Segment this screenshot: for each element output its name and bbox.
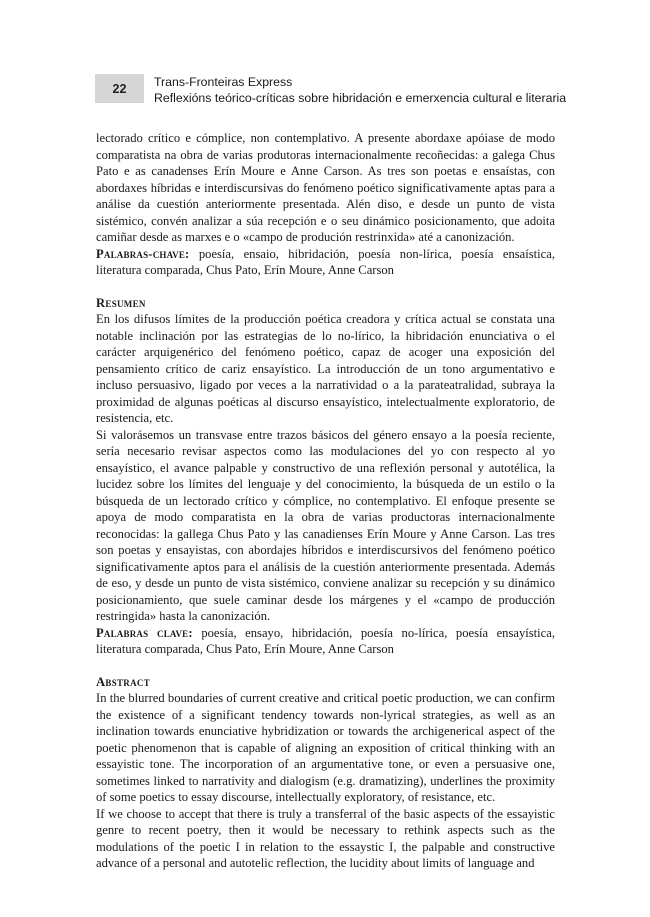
resumen-paragraph-2: Si valorásemos un transvase entre trazos básicos del género ensayo a la poesía reciente, sería necesario revisar aspectos como las modulaciones del yo con respecto al yo ensayístico, el avance palpable y constructivo de una reflexión personal y autotélica, la lucidez sobre los límites del lenguaje y del conocimiento, la búsqueda de un estilo o la búsqueda de un lectorado crítico y cómplice, no contemplativo. El enfoque presente se apoya de modo comparatista en la obra de varias productoras internacionalmente reconocidas: la gallega Chus Pato y las canadienses Erín Moure y Anne Carson. Las tres son poetas y ensayistas, con abordajes híbridos e interdiscursivos del fenómeno poético significativamente aptos para el análisis de la cuestión anteriormente presentada. Además de eso, y desde un punto de vista sistémico, conviene analizar su recepción y su dinámico posicionamiento, que suele caminar desde los márgenes y el «campo de producción restringida» hasta la canonización. bbox=[96, 427, 555, 623]
galician-keywords-label: Palabras-chave: bbox=[96, 246, 190, 261]
galician-abstract-continuation: lectorado crítico e cómplice, non contemplativo. A presente abordaxe apóiase de modo comparatista na obra de varias produtoras internacionalmente recoñecidas: a galega Chus Pato e as canadenses Erín Moure e Anne Carson. As tres son poetas e ensaístas, con abordaxes híbridas e interdiscursivas do fenómeno poético significativamente aptas para a análise da cuestión anteriormente presentada. Alén diso, e desde un punto de vista sistémico, convén analizar a súa recepción e o seu dinámico posicionamento, que adoita camiñar desde as marxes e o «campo de produción restrinxida» até a canonización. bbox=[96, 131, 555, 244]
book-subtitle: Reflexións teórico-críticas sobre hibridación e emerxencia cultural e literaria bbox=[154, 91, 567, 105]
resumen-paragraph-1: En los difusos límites de la producción poética creadora y crítica actual se constata una notable inclinación por las estrategias de lo no-lírico, la hibridación enunciativa o el carácter arquigenérico del fenómeno poético, capaz de acoger una exposición del pensamiento crítico de cariz ensayístico. La introducción de un tono argumentativo e incluso persuasivo, ligado por veces a la narratividad o a la parateatralidad, subraya la proximidad de algunas poéticas al discurso ensayístico, intelectualmente exploratorio, de resistencia, etc. bbox=[96, 312, 555, 425]
abstract-heading: Abstract bbox=[96, 674, 151, 689]
book-title: Trans-Fronteiras Express bbox=[154, 75, 293, 89]
abstract-paragraph-1: In the blurred boundaries of current creative and critical poetic production, we can confirm the existence of a significant tendency towards non-lyrical strategies, as well as an inclination towards enunciative hybridization or towards the archigenerical aspect of the poetic phenomenon that is capable of aligning an exposition of critical thinking with an essayistic tone. The incorporation of an argumentative tone, or even a persuasive one, sometimes linked to narrativity and dialogism (e.g. dramatizing), underlines the proximity of some poetics to essay discourse, intellectually exploratory, of resistance, etc. bbox=[96, 691, 555, 804]
abstract-paragraph-2: If we choose to accept that there is truly a transferral of the basic aspects of the essayistic genre to recent poetry, then it would be necessary to rethink aspects such as the modulations of the poetic I in relation to the essaystic I, the palpable and constructive advance of a personal and autotelic reflection, the lucidity about limits of language and bbox=[96, 806, 555, 870]
spanish-keywords-label: Palabras clave: bbox=[96, 625, 193, 640]
resumen-heading: Resumen bbox=[96, 295, 146, 310]
galician-keywords bbox=[96, 246, 555, 279]
page-body bbox=[96, 130, 555, 872]
spanish-keywords bbox=[96, 625, 555, 658]
spanish-keywords-text: poesía, ensayo, hibridación, poesía no-lírica, poesía ensayística, literatura comparada, Chus Pato, Erín Moure, Anne Carson bbox=[96, 625, 555, 656]
page-number: 22 bbox=[95, 74, 144, 103]
galician-keywords-text: poesía, ensaio, hibridación, poesía non-lírica, poesía ensaística, literatura comparada, Chus Pato, Erín Moure, Anne Carson bbox=[96, 246, 555, 277]
running-header bbox=[154, 74, 567, 106]
